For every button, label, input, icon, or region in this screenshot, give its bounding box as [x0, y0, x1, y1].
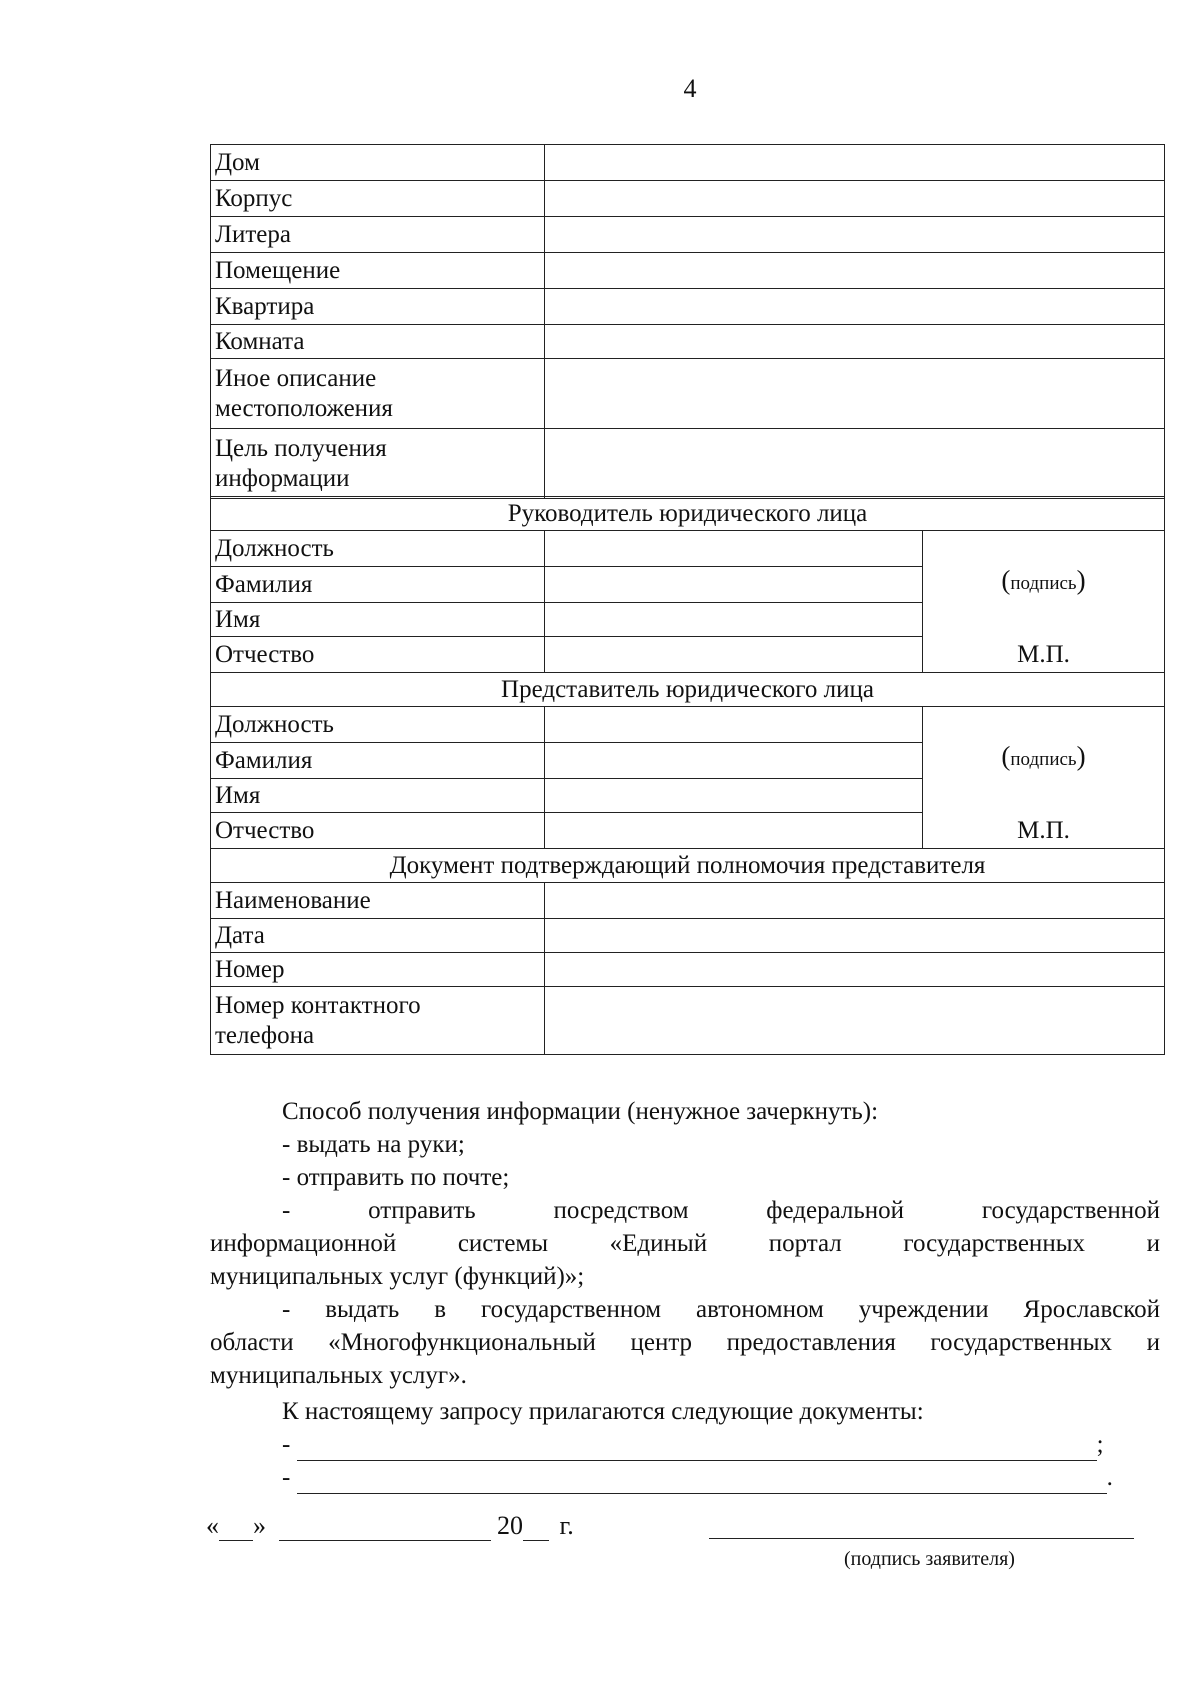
- stamp-label: М.П.: [1017, 817, 1070, 844]
- applicant-signature-line[interactable]: [709, 1538, 1134, 1539]
- field-label: Отчество: [211, 813, 545, 849]
- section-header-row: [211, 673, 1165, 707]
- attachment-line[interactable]: [210, 1428, 1160, 1461]
- field-label: Корпус: [211, 181, 545, 217]
- table-row: [211, 707, 1165, 743]
- field-label: Квартира: [211, 289, 545, 325]
- table-row: [211, 145, 1165, 181]
- delivery-option-hand[interactable]: - выдать на руки;: [282, 1131, 465, 1158]
- delivery-option-portal-line[interactable]: муниципальных услуг (функций)»;: [210, 1263, 585, 1290]
- field-label: Номер: [211, 953, 545, 987]
- field-value-cell[interactable]: [545, 567, 923, 603]
- page-number: 4: [683, 74, 697, 103]
- applicant-signature-caption: (подпись заявителя): [844, 1548, 1015, 1570]
- signature-stamp-cell: [923, 707, 1165, 849]
- date-line: [206, 1511, 574, 1541]
- attachments-heading: К настоящему запросу прилагаются следующие документы:: [282, 1398, 924, 1425]
- signature-label: (подпись): [1001, 565, 1086, 595]
- field-value-cell[interactable]: [545, 883, 1165, 919]
- head-table: [210, 496, 1165, 673]
- table-row: [211, 919, 1165, 953]
- field-label: Литера: [211, 217, 545, 253]
- field-label: Отчество: [211, 637, 545, 673]
- attachment-blank-line[interactable]: [297, 1434, 1097, 1461]
- field-value-cell[interactable]: [545, 325, 1165, 359]
- attachment-line[interactable]: [210, 1461, 1160, 1494]
- field-label: Фамилия: [211, 567, 545, 603]
- attachment-end-mark: ;: [1096, 1431, 1104, 1458]
- quote-close: »: [253, 1511, 266, 1540]
- signature-stamp-cell: [923, 531, 1165, 673]
- delivery-method-block: [210, 1095, 1160, 1392]
- field-value-cell[interactable]: [545, 359, 1165, 429]
- table-row: [211, 987, 1165, 1055]
- field-label: Должность: [211, 707, 545, 743]
- field-value-cell[interactable]: [545, 779, 923, 813]
- field-label: Дом: [211, 145, 545, 181]
- year-suffix: г.: [559, 1511, 574, 1540]
- section-header-row: [211, 849, 1165, 883]
- field-value-cell[interactable]: [545, 919, 1165, 953]
- day-blank[interactable]: [219, 1514, 253, 1541]
- field-value-cell[interactable]: [545, 429, 1165, 499]
- authority-document-table: [210, 848, 1165, 1055]
- attachments-block: [210, 1395, 1160, 1494]
- quote-open: «: [206, 1511, 219, 1540]
- attachment-end-mark: .: [1106, 1464, 1113, 1491]
- representative-table: [210, 672, 1165, 849]
- field-label: Помещение: [211, 253, 545, 289]
- field-value-cell[interactable]: [545, 813, 923, 849]
- field-value-cell[interactable]: [545, 953, 1165, 987]
- year-prefix: 20: [497, 1511, 523, 1540]
- table-row: [211, 883, 1165, 919]
- field-value-cell[interactable]: [545, 637, 923, 673]
- attachment-bullet: -: [282, 1431, 291, 1458]
- delivery-option-mfc-line[interactable]: муниципальных услуг».: [210, 1362, 467, 1389]
- table-row: [211, 217, 1165, 253]
- attachment-blank-line[interactable]: [297, 1467, 1107, 1494]
- table-row: [211, 181, 1165, 217]
- field-value-cell[interactable]: [545, 253, 1165, 289]
- field-value-cell[interactable]: [545, 987, 1165, 1055]
- table-row: [211, 253, 1165, 289]
- field-value-cell[interactable]: [545, 145, 1165, 181]
- field-value-cell[interactable]: [545, 181, 1165, 217]
- table-row: [211, 289, 1165, 325]
- field-value-cell[interactable]: [545, 743, 923, 779]
- stamp-label: М.П.: [1017, 641, 1070, 668]
- section-header-row: [211, 497, 1165, 531]
- signature-label: (подпись): [1001, 741, 1086, 771]
- section-title: Руководитель юридического лица: [211, 497, 1165, 531]
- field-label: Номер контактного телефона: [211, 987, 545, 1055]
- section-title: Представитель юридического лица: [211, 673, 1165, 707]
- field-label: Комната: [211, 325, 545, 359]
- property-table: [210, 144, 1165, 499]
- section-title: Документ подтверждающий полномочия представителя: [211, 849, 1165, 883]
- attachment-bullet: -: [282, 1464, 291, 1491]
- field-value-cell[interactable]: [545, 707, 923, 743]
- month-blank[interactable]: [279, 1514, 491, 1541]
- year-blank[interactable]: [523, 1514, 549, 1541]
- field-label: Имя: [211, 603, 545, 637]
- field-label: Должность: [211, 531, 545, 567]
- table-row: [211, 953, 1165, 987]
- delivery-option-post[interactable]: - отправить по почте;: [282, 1164, 510, 1191]
- delivery-option-portal-line[interactable]: - отправить посредством федеральной государственной: [282, 1197, 1160, 1224]
- field-value-cell[interactable]: [545, 531, 923, 567]
- table-row: [211, 429, 1165, 499]
- field-label: Фамилия: [211, 743, 545, 779]
- delivery-option-mfc-line[interactable]: - выдать в государственном автономном учреждении Ярославской: [282, 1296, 1160, 1323]
- table-row: [211, 531, 1165, 567]
- table-row: [211, 325, 1165, 359]
- delivery-option-mfc-line[interactable]: области «Многофункциональный центр предоставления государственных и: [210, 1329, 1160, 1356]
- delivery-heading: Способ получения информации (ненужное зачеркнуть):: [282, 1098, 879, 1125]
- field-label: Имя: [211, 779, 545, 813]
- field-label: Наименование: [211, 883, 545, 919]
- field-label: Иное описание местоположения: [211, 359, 545, 429]
- field-label: Цель получения информации: [211, 429, 545, 499]
- delivery-option-portal-line[interactable]: информационной системы «Единый портал государственных и: [210, 1230, 1160, 1257]
- field-label: Дата: [211, 919, 545, 953]
- table-row: [211, 359, 1165, 429]
- field-value-cell[interactable]: [545, 217, 1165, 253]
- field-value-cell[interactable]: [545, 603, 923, 637]
- field-value-cell[interactable]: [545, 289, 1165, 325]
